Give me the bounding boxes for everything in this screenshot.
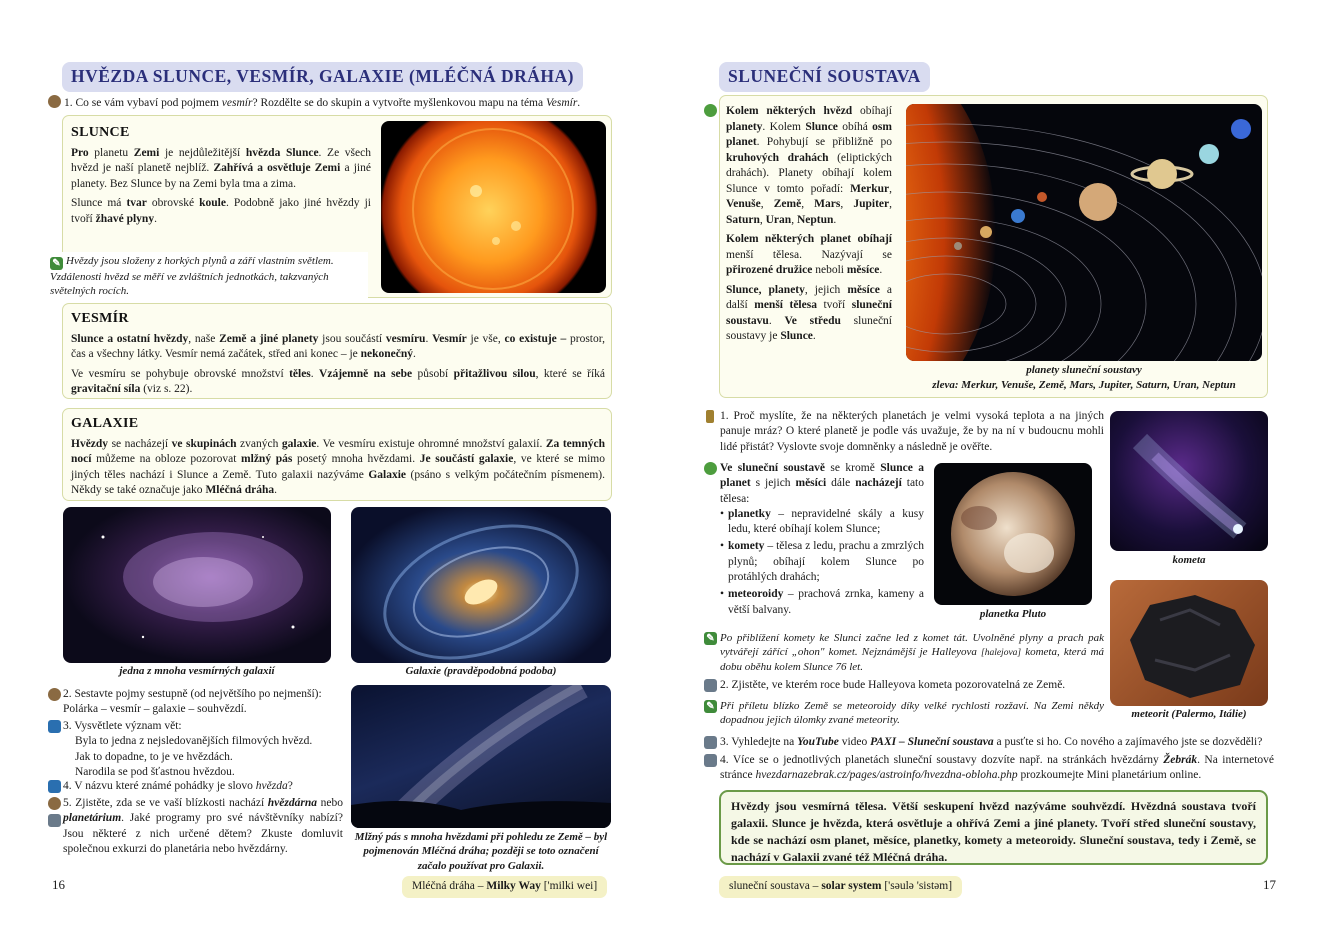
task-2: 2. Sestavte pojmy sestupně (od největšího po nejmenší): Polárka – vesmír – galaxie – souhvězdí. — [48, 687, 343, 718]
puzzle-icon — [48, 780, 61, 793]
intro-paragraph-3: Slunce, planety, jejich měsíce a další menší tělesa tvoří sluneční soustavu. Ve středu sluneční soustavy je Slunce. — [726, 283, 892, 343]
pluto-image — [934, 463, 1092, 605]
galaxie-heading: GALAXIE — [71, 416, 139, 431]
list-item: • meteoroidy – prachová zrnka, kameny a větší balvany. — [720, 587, 924, 618]
milky-way-galaxy-image — [351, 507, 611, 663]
page-number: 17 — [1263, 877, 1276, 892]
pencil-icon: ✎ — [704, 632, 717, 645]
puzzle-icon — [48, 720, 61, 733]
computer-icon — [48, 814, 61, 827]
footer-vocabulary: sluneční soustava – solar system ['səulə 'sistəm] — [719, 876, 962, 898]
planets-image — [906, 104, 1262, 361]
page-title: SLUNEČNÍ SOUSTAVA — [719, 62, 930, 92]
page-number: 16 — [52, 877, 65, 892]
task-3: 3. Vyhledejte na YouTube video PAXI – Sluneční soustava a pusťte si ho. Co nového a zajímavého jste se dozvěděli? — [704, 735, 1274, 750]
comet-graphic — [1110, 411, 1268, 551]
meteorite-graphic — [1110, 580, 1268, 706]
task-2: 2. Zjistěte, ve kterém roce bude Halleyova kometa pozorovatelná ze Země. — [704, 678, 1104, 693]
pencil-icon: ✎ — [50, 257, 63, 270]
night-sky-image — [351, 685, 611, 828]
task-1: 1. Proč myslíte, že na některých planetách je velmi vysoká teplota a na jiných panuje mráz? O které planetě je podle vás uvažuje, že by na ní v budoucnu mohli lidé přistát? Vyslovte svoje domněnky a následně je ověřte. — [704, 409, 1104, 455]
sun-surface-graphic — [381, 121, 606, 293]
comet-caption: kometa — [1172, 554, 1206, 566]
night-sky-caption: Mlžný pás s mnoha hvězdami při pohledu ze Země – byl pojmenován Mléčná dráha; později se toto označení začalo používat pro Galaxii. — [354, 831, 608, 872]
galaxie-paragraph-1: Hvězdy se nacházejí ve skupinách zvaných galaxie. Ve vesmíru existuje ohromné množství galaxií. Za temných nocí můžeme na obloze pozorovat mlžný pás posetý mnoha hvězdami. Je součástí galaxie, ve které se mimo jiných těles nachází i Slunce a Země. Tuto galaxii nazýváme Galaxie (psáno s velkým počátečním písmenem). Někdy se také označuje jako Mléčná dráha. — [71, 437, 605, 497]
intro-paragraph-2: Kolem některých planet obíhají menší tělesa. Nazývají se přirozené družice neboli měsíce. — [726, 233, 892, 277]
thermometer-icon — [706, 410, 714, 423]
spiral-arms-graphic — [351, 507, 611, 663]
globe-icon — [704, 104, 717, 117]
vesmir-box — [62, 303, 612, 399]
night-sky-graphic — [351, 685, 611, 828]
computer-icon — [704, 679, 717, 692]
summary-box: Hvězdy jsou vesmírná tělesa. Větší seskupení hvězd nazýváme souhvězdí. Hvězdná soustava tvoří galaxii. Slunce je hvězda, která osvětluje a ohřívá Zemi a jiné planety. Tvoří střed sluneční soustavy, kde se nachází osm planet, měsíce, planetky, komety a meteoroidy. Sluneční soustava, tedy i Země, se nachází v Galaxii zvané též Mléčná dráha. — [719, 790, 1268, 865]
meteorite-caption: meteorit (Palermo, Itálie) — [1131, 708, 1247, 720]
list-item: • planetky – nepravidelné skály a kusy ledu, které obíhají kolem Slunce; — [720, 507, 924, 538]
task-1: 1. Co se vám vybaví pod pojmem vesmír? Rozdělte se do skupin a vytvořte myšlenkovou mapu na téma Vesmír. — [48, 95, 623, 111]
owl-icon — [48, 688, 61, 701]
slunce-paragraph-2: Slunce má tvar obrovské koule. Podobně jako jiné hvězdy ji tvoří žhavé plyny. — [71, 197, 371, 225]
task-5: 5. Zjistěte, zda se ve vaší blízkosti nachází hvězdárna nebo planetárium. Jaké programy pro své návštěvníky nabízí? Jsou některé z nich určené dětem? Zkuste domluvit společnou exkurzi do planetária nebo hvězdárny. — [48, 796, 343, 857]
pencil-icon: ✎ — [704, 700, 717, 713]
solar-bodies-text: Ve sluneční soustavě se kromě Slunce a planet s jejich měsíci dále nacházejí tato tělesa: • planetky – nepravidelné skály a kusy ledu, které obíhají kolem Slunce; • komety – tělesa z ledu, prachu a zmrzlých plynů; obíhají kolem Slunce po protáhlých drahách; • meteoroidy – prachová zrnka, kameny a větší balvany. — [704, 461, 924, 620]
task-3: 3. Vysvětlete význam vět: Byla to jedna z nejsledovanějších filmových hvězd. Jak to dopadne, to je ve hvězdách. Narodila se pod šťastnou hvězdou. — [48, 719, 343, 780]
pluto-graphic — [934, 463, 1092, 605]
sun-image — [381, 121, 606, 293]
task-4: 4. V názvu které známé pohádky je slovo hvězda? — [48, 779, 343, 794]
computer-icon — [704, 736, 717, 749]
comet-image — [1110, 411, 1268, 551]
planets-order-caption: zleva: Merkur, Venuše, Země, Mars, Jupiter, Saturn, Uran, Neptun — [932, 379, 1236, 391]
owl-icon — [48, 797, 61, 810]
galaxy-caption: jedna z mnoha vesmírných galaxií — [119, 665, 275, 677]
planets-graphic — [906, 104, 1262, 361]
list-item: • komety – tělesa z ledu, prachu a zmrzlých plynů; obíhají kolem Slunce po protáhlých drahách; — [720, 539, 924, 585]
owl-icon — [48, 95, 61, 108]
galaxy-image — [63, 507, 331, 663]
pluto-caption: planetka Pluto — [979, 608, 1047, 620]
task-4: 4. Více se o jednotlivých planetách sluneční soustavy dozvíte např. na stránkách hvězdárny Žebrák. Na internetové stránce hvezdarnazebrak.cz/pages/astroinfo/hvezdna-obloha.php prozkoumejte Mini planetárium online. — [704, 753, 1274, 784]
intro-paragraph-1: Kolem některých hvězd obíhají planety. Kolem Slunce obíhá osm planet. Pohybují se přibližně po kruhových drahách (eliptických drahách). Planety obíhají kolem Slunce v tomto pořadí: Merkur, Venuše, Země, Mars, Jupiter, Saturn, Uran, Neptun. — [726, 105, 892, 226]
galaxy-stars-graphic — [63, 507, 331, 663]
page-left — [0, 0, 666, 942]
solar-system-box — [719, 95, 1268, 398]
slunce-heading: SLUNCE — [71, 125, 130, 140]
slunce-paragraph-1: Pro planetu Zemi je nejdůležitější hvězda Slunce. Ze všech hvězd je naší planetě nejblíž. Zahřívá a osvětluje Zemi a jiné planety. Bez Slunce by na Zemi byla tma a zima. — [71, 146, 371, 190]
galaxie-box — [62, 408, 612, 501]
vesmir-heading: VESMÍR — [71, 311, 129, 326]
slunce-note: ✎ Hvězdy jsou složeny z horkých plynů a září vlastním světlem. Vzdálenosti hvězd se měří ve zvláštních jednotkách, takzvaných světelných rocích. — [50, 252, 368, 302]
bodies-list — [720, 507, 924, 618]
page-right — [666, 0, 1333, 942]
globe-icon — [704, 462, 717, 475]
vesmir-paragraph-1: Slunce a ostatní hvězdy, naše Země a jiné planety jsou součástí vesmíru. Vesmír je vše, co existuje – prostor, čas a všechny látky. Vesmír nemá začátek, střed ani konec – je nekonečný. — [71, 332, 605, 361]
page-title: HVĚZDA SLUNCE, VESMÍR, GALAXIE (MLÉČNÁ DRÁHA) — [62, 62, 583, 92]
footer-vocabulary: Mléčná dráha – Milky Way ['milki wei] — [402, 876, 607, 898]
vesmir-paragraph-2: Ve vesmíru se pohybuje obrovské množství těles. Vzájemně na sebe působí přitažlivou silou, které se říká gravitační síla (viz s. 22). — [71, 367, 606, 396]
meteoroid-note: ✎ Při příletu blízko Země se meteoroidy díky velké rychlosti rozžaví. Na Zemi někdy dopadnou jejich úlomky zvané meteority. — [704, 699, 1104, 728]
meteorite-image — [1110, 580, 1268, 706]
milky-way-galaxy-caption: Galaxie (pravděpodobná podoba) — [405, 665, 557, 677]
planets-caption: planety sluneční soustavy — [1026, 364, 1142, 376]
comet-note: ✎ Po přiblížení komety ke Slunci začne led z komet tát. Uvolněné plyny a prach pak vytvářejí zářící „ohon" komet. Nejznámější je Halleyova [halejova] kometa, která má dobu oběhu kolem Slunce 76 let. — [704, 631, 1104, 674]
computer-icon — [704, 754, 717, 767]
